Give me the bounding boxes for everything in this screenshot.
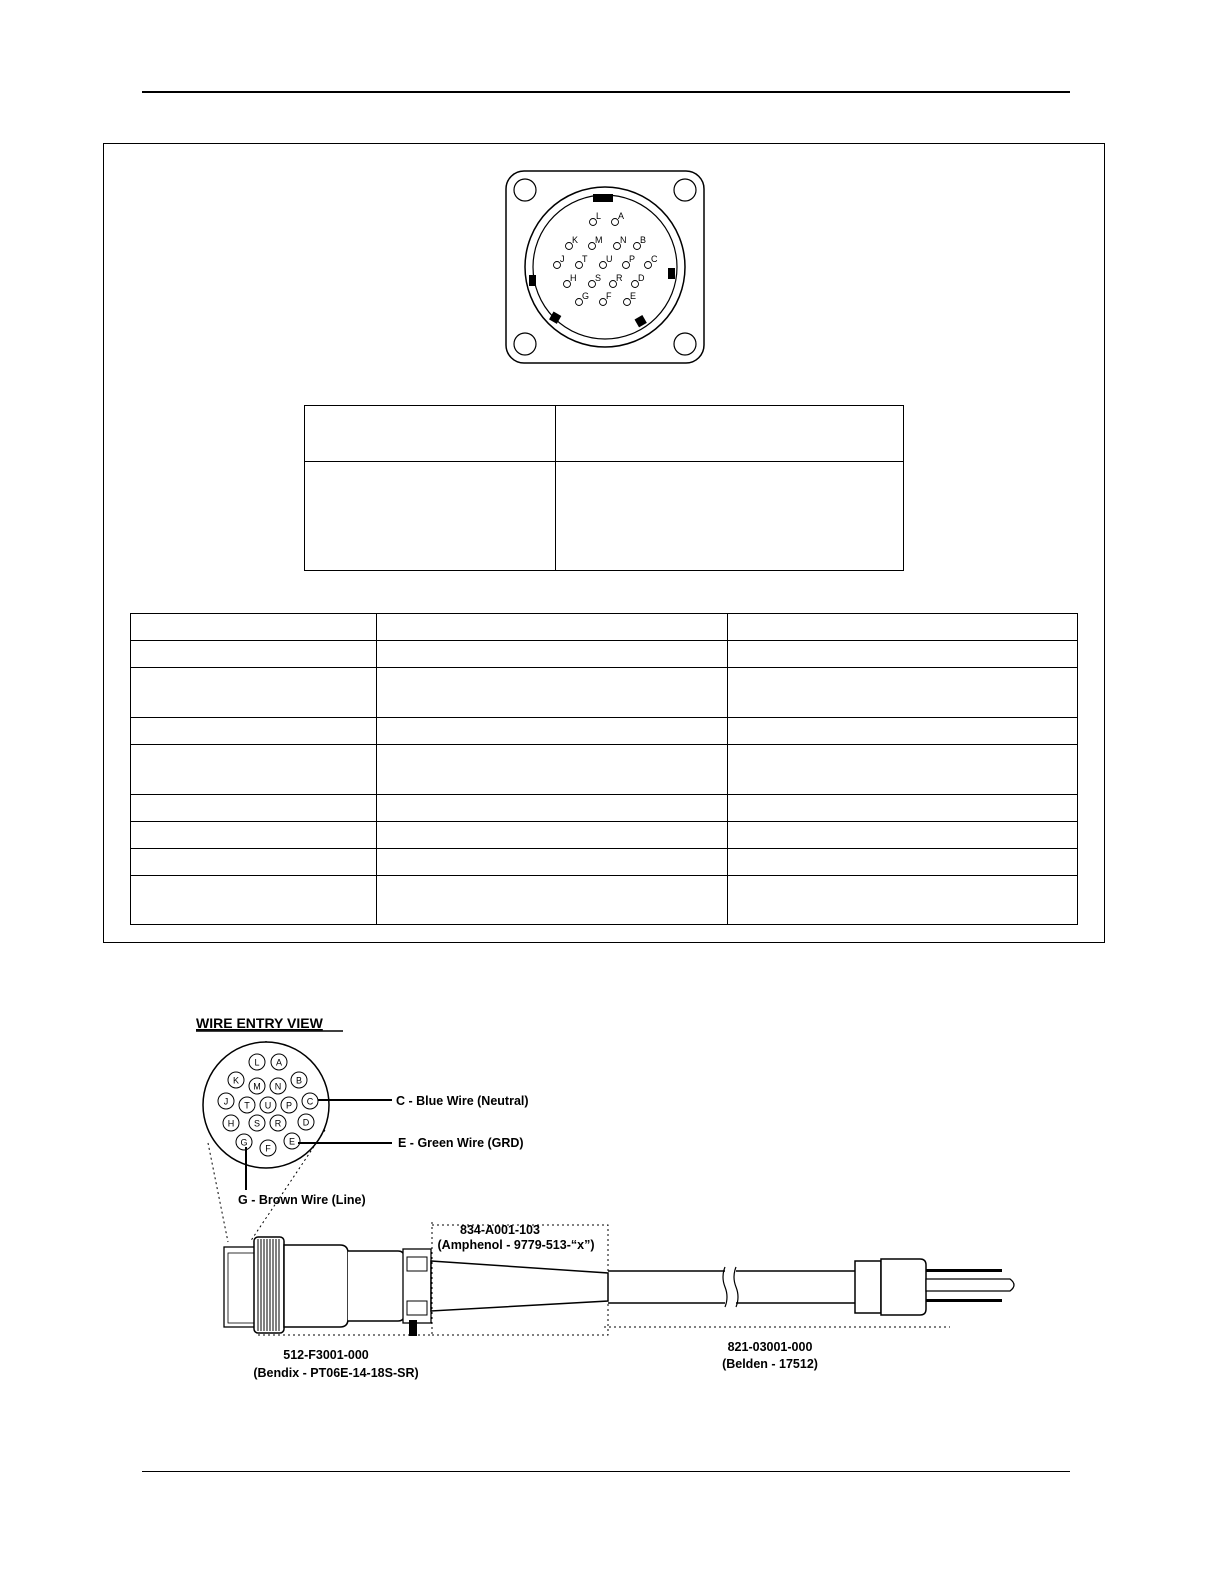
receptacle-pin-label: N <box>620 235 627 245</box>
plug-barrel <box>284 1245 348 1327</box>
plug-pin-label: N <box>274 1081 282 1092</box>
table-cell <box>131 876 377 925</box>
projection-line <box>208 1143 228 1242</box>
cable <box>608 1267 855 1307</box>
table-cell <box>728 745 1078 795</box>
wire-c-label: C - Blue Wire (Neutral) <box>396 1094 529 1108</box>
backshell-ref: (Amphenol - 9779-513-“x”) <box>437 1238 595 1252</box>
table-cell <box>556 462 904 571</box>
receptacle-pin-label: T <box>582 254 588 264</box>
mount-hole <box>674 179 696 201</box>
receptacle-diagram <box>505 170 705 364</box>
footer-rule <box>142 1471 1070 1472</box>
table-cell <box>131 849 377 876</box>
table-cell <box>728 849 1078 876</box>
upper-table <box>304 405 904 571</box>
table-cell <box>131 614 377 641</box>
table-cell <box>131 668 377 718</box>
cable-ref: (Belden - 17512) <box>722 1357 818 1371</box>
plug-pin-label: C <box>306 1096 314 1107</box>
table-cell <box>377 849 728 876</box>
table-cell <box>377 876 728 925</box>
receptacle-pin-label: F <box>606 291 612 301</box>
receptacle-pin-label: M <box>595 235 603 245</box>
header-rule <box>142 91 1070 93</box>
table-cell <box>131 745 377 795</box>
receptacle-pin-label: B <box>640 235 647 245</box>
plug-pin-label: G <box>240 1137 248 1148</box>
table-cell <box>728 641 1078 668</box>
wire-g-label: G - Brown Wire (Line) <box>238 1193 366 1207</box>
table-cell <box>305 406 556 462</box>
receptacle-pin-label: L <box>596 211 602 221</box>
plug-pin-label: F <box>265 1143 271 1154</box>
connector-ref: (Bendix - PT06E-14-18S-SR) <box>253 1366 419 1380</box>
ac-plug <box>855 1259 1014 1315</box>
plug-pin-label: L <box>254 1057 260 1068</box>
plug-pin-label: R <box>274 1118 282 1129</box>
table-cell <box>377 718 728 745</box>
wire-e-label: E - Green Wire (GRD) <box>398 1136 524 1150</box>
receptacle-pin-label: P <box>629 254 636 264</box>
plug-pin-label: E <box>288 1136 296 1147</box>
wire-entry-title: WIRE ENTRY VIEW <box>196 1015 323 1031</box>
plug-pin-label: H <box>227 1118 235 1129</box>
pin-table <box>130 613 1078 925</box>
table-cell <box>131 718 377 745</box>
cable-part: 821-03001-000 <box>727 1340 813 1354</box>
table-cell <box>377 745 728 795</box>
plug-pin-label: U <box>264 1100 272 1111</box>
receptacle-pin-label: J <box>560 254 565 264</box>
receptacle-pin-label: G <box>582 291 590 301</box>
key <box>529 275 536 286</box>
plug-pin-label: A <box>275 1057 283 1068</box>
plug-pin-label: M <box>253 1081 261 1092</box>
receptacle-pin-label: R <box>616 273 623 283</box>
table-cell <box>728 668 1078 718</box>
table-cell <box>377 795 728 822</box>
table-cell <box>728 876 1078 925</box>
table-cell <box>377 668 728 718</box>
mount-hole <box>514 179 536 201</box>
receptacle-pin-label: H <box>570 273 577 283</box>
table-cell <box>131 822 377 849</box>
table-cell <box>305 462 556 571</box>
receptacle-pin-label: D <box>638 273 645 283</box>
table-cell <box>131 641 377 668</box>
key <box>668 268 675 279</box>
receptacle-pin-label: E <box>630 291 637 301</box>
mount-hole <box>514 333 536 355</box>
plug-pin-label: T <box>244 1100 250 1111</box>
plug-pin-label: D <box>302 1117 310 1128</box>
plug-rear <box>348 1251 404 1321</box>
table-cell <box>728 614 1078 641</box>
table-cell <box>728 822 1078 849</box>
table-cell <box>131 795 377 822</box>
connector-part: 512-F3001-000 <box>283 1348 369 1362</box>
receptacle-pin-label: U <box>606 254 613 264</box>
table-cell <box>728 718 1078 745</box>
table-cell <box>377 822 728 849</box>
table-cell <box>377 614 728 641</box>
table-cell <box>377 641 728 668</box>
receptacle-pin-label: C <box>651 254 658 264</box>
backshell <box>431 1261 608 1311</box>
plug-pin-label: J <box>223 1096 229 1107</box>
mount-hole <box>674 333 696 355</box>
plug-pin-label: P <box>285 1100 293 1111</box>
plug-pin-label: B <box>295 1075 303 1086</box>
plug-pin-label: S <box>253 1118 261 1129</box>
backshell-part: 834-A001-103 <box>460 1223 540 1237</box>
wire-entry-diagram <box>180 1005 1060 1385</box>
receptacle-pin-label: A <box>618 211 625 221</box>
table-cell <box>556 406 904 462</box>
key <box>593 194 613 202</box>
receptacle-pin-label: K <box>572 235 579 245</box>
plug-pin-label: K <box>232 1075 240 1086</box>
receptacle-pin-label: S <box>595 273 602 283</box>
plug-body <box>224 1237 431 1336</box>
table-cell <box>728 795 1078 822</box>
